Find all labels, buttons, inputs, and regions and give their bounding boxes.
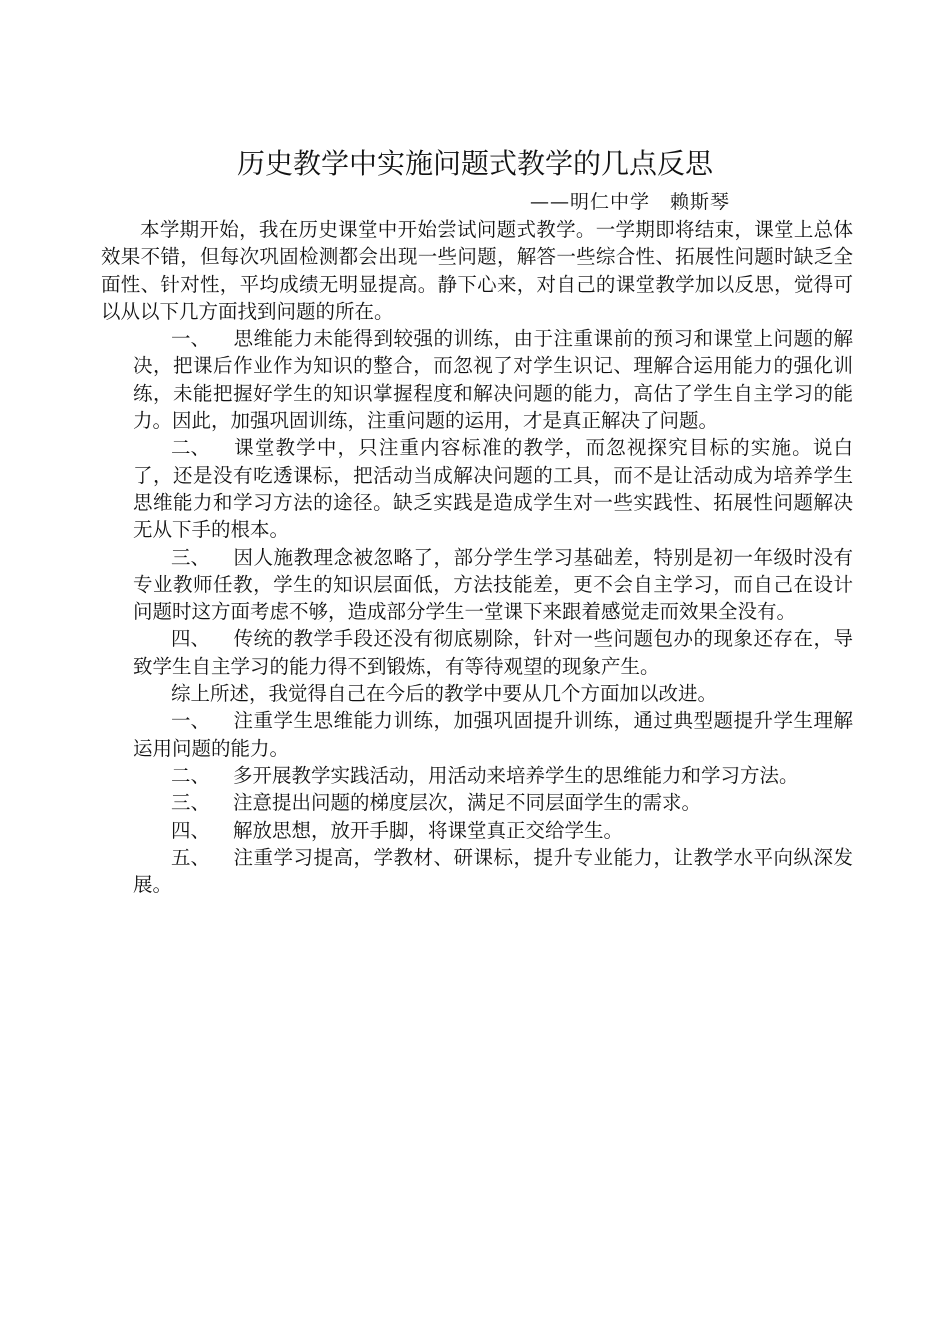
problem-item-3 bbox=[101, 544, 853, 626]
problem-number: 一、 bbox=[171, 327, 211, 351]
improvement-number: 三、 bbox=[171, 791, 211, 815]
problem-item-4 bbox=[101, 625, 853, 680]
problem-text: 传统的教学手段还没有彻底剔除，针对一些问题包办的现象还存在，导致学生自主学习的能力得不到锻炼，有等待观望的现象产生。 bbox=[133, 627, 853, 678]
problem-text: 因人施教理念被忽略了，部分学生学习基础差，特别是初一年级时没有专业教师任教，学生的知识层面低，方法技能差，更不会自主学习，而自己在设计问题时这方面考虑不够，造成部分学生一堂课下来跟着感觉走而效果全没有。 bbox=[133, 545, 853, 624]
problem-text: 课堂教学中，只注重内容标准的教学，而忽视探究目标的实施。说白了，还是没有吃透课标，把活动当成解决问题的工具，而不是让活动成为培养学生思维能力和学习方法的途径。缺乏实践是造成学生对一些实践性、拓展性问题解决无从下手的根本。 bbox=[133, 436, 853, 542]
intro-paragraph: 本学期开始，我在历史课堂中开始尝试问题式教学。一学期即将结束，课堂上总体效果不错，但每次巩固检测都会出现一些问题，解答一些综合性、拓展性问题时缺乏全面性、针对性，平均成绩无明显提高。静下心来，对自己的课堂教学加以反思，觉得可以从以下几方面找到问题的所在。 bbox=[101, 218, 853, 323]
improvement-number: 四、 bbox=[171, 818, 211, 842]
problem-item-2 bbox=[101, 434, 853, 543]
improvement-number: 二、 bbox=[171, 763, 211, 787]
improvement-text: 多开展教学实践活动，用活动来培养学生的思维能力和学习方法。 bbox=[233, 763, 799, 787]
document-body bbox=[101, 216, 853, 898]
improvement-item-3 bbox=[101, 789, 853, 816]
summary-paragraph: 综上所述，我觉得自己在今后的教学中要从几个方面加以改进。 bbox=[171, 682, 718, 706]
problem-number: 三、 bbox=[171, 545, 211, 569]
problem-number: 二、 bbox=[171, 436, 211, 460]
improvement-item-1 bbox=[101, 707, 853, 762]
improvement-text: 注意提出问题的梯度层次，满足不同层面学生的需求。 bbox=[233, 791, 702, 815]
problem-item-1 bbox=[101, 325, 853, 434]
author-byline: ——明仁中学 赖斯琴 bbox=[530, 191, 731, 213]
improvement-text: 解放思想，放开手脚，将课堂真正交给学生。 bbox=[233, 818, 624, 842]
problem-number: 四、 bbox=[171, 627, 211, 651]
improvement-text: 注重学习提高，学教材、研课标，提升专业能力，让教学水平向纵深发展。 bbox=[133, 845, 853, 897]
improvement-text: 注重学生思维能力训练，加强巩固提升训练，通过典型题提升学生理解运用问题的能力。 bbox=[133, 709, 853, 760]
problem-text: 思维能力未能得到较强的训练，由于注重课前的预习和课堂上问题的解决，把课后作业作为知识的整合，而忽视了对学生识记、理解合运用能力的强化训练，未能把握好学生的知识掌握程度和解决问题的能力，高估了学生自主学习的能力。因此，加强巩固训练，注重问题的运用，才是真正解决了问题。 bbox=[133, 327, 853, 433]
improvement-item-5 bbox=[101, 844, 853, 899]
improvement-number: 五、 bbox=[171, 845, 211, 869]
document-title: 历史教学中实施问题式教学的几点反思 bbox=[236, 147, 713, 180]
improvement-item-4 bbox=[101, 817, 853, 844]
improvement-item-2 bbox=[101, 762, 853, 789]
improvement-number: 一、 bbox=[171, 709, 211, 733]
